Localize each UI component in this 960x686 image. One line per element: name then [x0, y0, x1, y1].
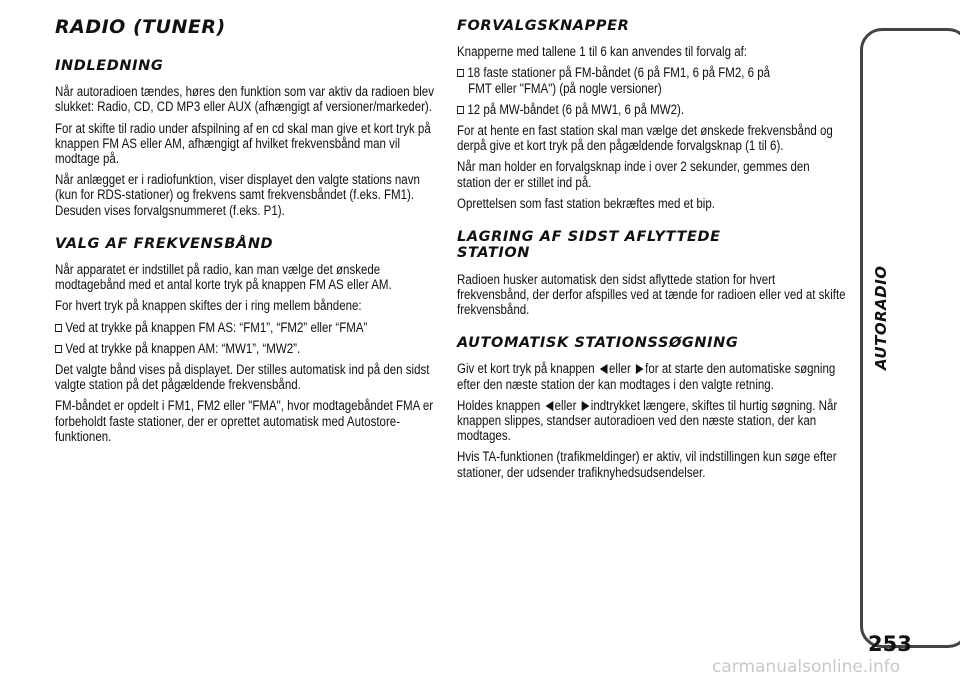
paragraph: Knapperne med tallene 1 til 6 kan anvendes til forvalg af:: [457, 44, 748, 60]
paragraph: For at skifte til radio under afspilning af en cd skal man give et kort tryk på knappen FM AS eller AM, afhængigt af hvilket frekvensbånd man vil modtage på.: [55, 120, 431, 166]
page-number: 253: [868, 632, 912, 656]
bullet-item: [55, 341, 442, 356]
section-heading-forvalgsknapper: FORVALGSKNAPPER: [457, 18, 630, 34]
seek-right-arrow-icon: [636, 364, 644, 374]
right-column: [457, 18, 847, 486]
section-heading-indledning: INDLEDNING: [55, 57, 164, 74]
paragraph: For at hente en fast station skal man vælge det ønskede frekvensbånd og derpå give et kort tryk på den pågældende forvalgsknap (1 til 6).: [457, 123, 833, 154]
bullet-text: 12 på MW-båndet (6 på MW1, 6 på MW2).: [467, 101, 685, 117]
paragraph: Når apparatet er indstillet på radio, kan man vælge det ønskede modtagebånd med et antal korte tryk på knappen FM AS eller AM.: [55, 262, 392, 293]
paragraph: Hvis TA-funktionen (trafikmeldinger) er aktiv, vil indstillingen kun søge efter stationer, der udsender trafiknyhedsudsendelser.: [457, 449, 837, 480]
paragraph: Det valgte bånd vises på displayet. Der stilles automatisk ind på den sidst valgte station på det pågældende frekvensbånd.: [55, 362, 430, 393]
seek-left-arrow-icon: [600, 364, 608, 374]
paragraph: For hvert tryk på knappen skiftes der i ring mellem båndene:: [55, 298, 362, 314]
seek-left-arrow-icon: [545, 401, 553, 411]
paragraph: FM-båndet er opdelt i FM1, FM2 eller "FMA", hvor modtagebåndet FMA er forbeholdt faste stationer, der er oprettet automatisk med Autostore-funktionen.: [55, 398, 434, 444]
section-heading-valg: VALG AF FREKVENSBÅND: [55, 235, 274, 252]
section-heading-automatisk: AUTOMATISK STATIONSSØGNING: [457, 335, 739, 352]
paragraph: Når anlægget er i radiofunktion, viser displayet den valgte stations navn (kun for RDS-stationer) og frekvens samt frekvensbåndet (f.eks. FM1). Desuden vises forvalgsnummeret (f.eks. P1).: [55, 172, 420, 218]
checkbox-bullet-icon: [457, 106, 464, 114]
bullet-item: [55, 320, 442, 335]
paragraph: Radioen husker automatisk den sidst aflyttede station for hvert frekvensbånd, der derfor afspilles ved at tænde for radioen eller ved at skifte frekvensbånd.: [457, 271, 846, 317]
bullet-text: 18 faste stationer på FM-båndet (6 på FM1, 6 på FM2, 6 på: [467, 65, 771, 81]
bullet-item: [457, 65, 846, 95]
paragraph: Oprettelsen som fast station bekræftes med et bip.: [457, 195, 715, 211]
left-column: [55, 18, 443, 450]
seek-right-arrow-icon: [581, 401, 589, 411]
paragraph: Når autoradioen tændes, høres den funktion som var aktiv da radioen blev slukket: Radio, CD, CD MP3 eller AUX (afhængigt af versioner/markeder).: [55, 84, 434, 115]
bullet-text: Ved at trykke på knappen FM AS: “FM1”, “FM2” eller “FMA”: [65, 319, 368, 335]
checkbox-bullet-icon: [457, 69, 464, 77]
watermark: carmanualsonline.info: [712, 657, 901, 677]
checkbox-bullet-icon: [55, 324, 62, 332]
bullet-text-continued: FMT eller "FMA") (på nogle versioner): [468, 80, 662, 96]
paragraph: Holdes knappen eller indtrykket længere, skiftes til hurtig søgning. Når knappen slippes, standser autoradioen ved den næste station, der kan modtages.: [457, 397, 838, 444]
paragraph: Giv et kort tryk på knappen eller for at starte den automatiske søgning efter den næste station der kan modtages i den valgte retning.: [457, 361, 836, 392]
bullet-text: Ved at trykke på knappen AM: “MW1”, “MW2”.: [65, 340, 301, 356]
chapter-tab-label: [872, 340, 902, 370]
paragraph: Når man holder en forvalgsknap inde i over 2 sekunder, gemmes den station der er stillet ind på.: [457, 159, 810, 190]
section-heading-lagring: LAGRING AF SIDST AFLYTTEDE STATION: [457, 229, 721, 262]
checkbox-bullet-icon: [55, 345, 62, 353]
bullet-item: [457, 102, 846, 117]
page-title: RADIO (TUNER): [55, 16, 226, 38]
